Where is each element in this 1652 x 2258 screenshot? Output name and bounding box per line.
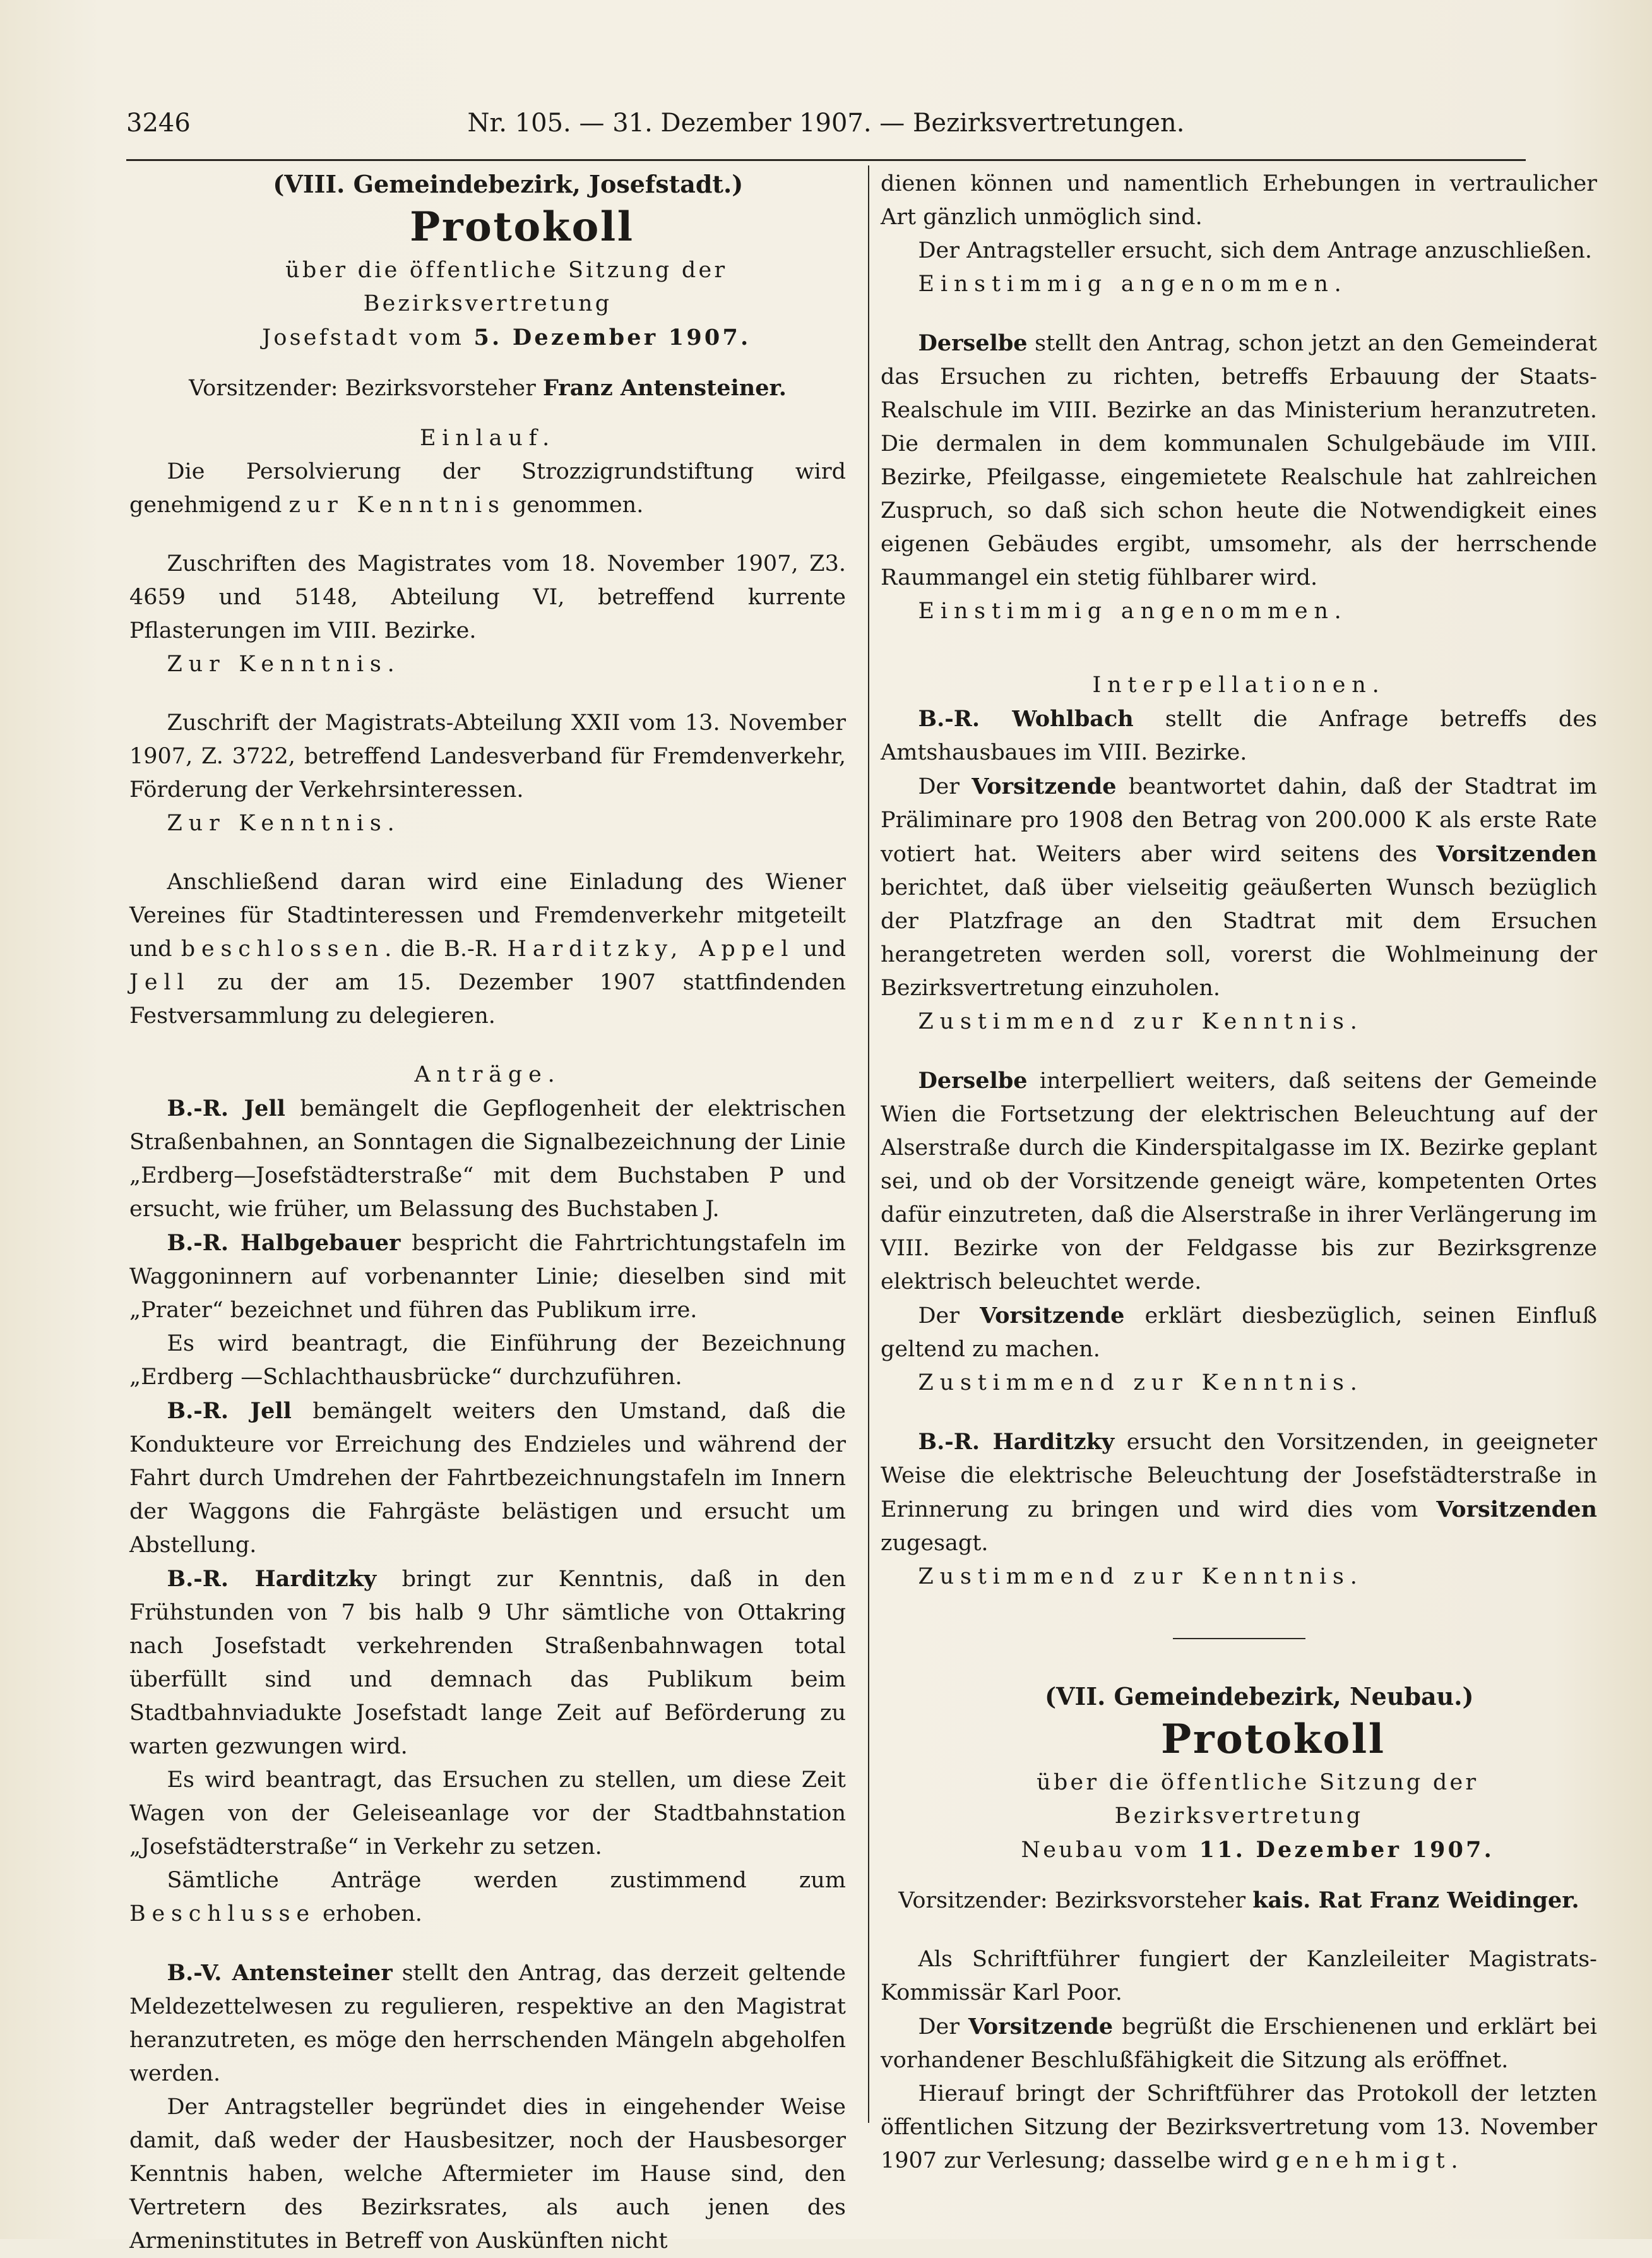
speaker-name: B.-R. Halbgebauer xyxy=(167,1230,401,1256)
district-heading: (VIII. Gemeindebezirk, Josefstadt.) xyxy=(273,170,744,198)
text: stellt den Antrag, das derzeit geltende Meldezettelwesen zu regulieren, respektive an den Magistrat heranzutreten, es möge den herrschenden Mängeln abgeholfen werden. xyxy=(129,1961,847,2086)
chair-name: kais. Rat Franz Weidinger. xyxy=(1252,1887,1579,1913)
paragraph xyxy=(129,1956,846,2091)
text: ersucht den Vorsitzenden, in geeigneter Weise die elektrische Beleuchtung der Josefstädterstraße in Erinnerung zu bringen und wird dies vom xyxy=(881,1430,1598,1522)
spaced-text: genehmigt xyxy=(1275,2148,1451,2173)
text: bemängelt die Gepflogenheit der elektrischen Straßenbahnen, an Sonntagen die Signalbezeichnung der Linie „Erdberg—Josefstädterstraße“ mit dem Buchstaben P und ersucht, wie früher, um Belassung des Buchstaben J. xyxy=(129,1096,846,1222)
paragraph: Es wird beantragt, die Einführung der Bezeichnung „Erdberg —Schlachthausbrücke“ durchzuführen. xyxy=(129,1331,846,1390)
paragraph xyxy=(881,1425,1597,1560)
spaced-text: Jell xyxy=(129,970,191,995)
spaced-text: zur Kenntnis xyxy=(288,493,506,518)
speaker-name: B.-R. Harditzky xyxy=(167,1566,377,1592)
text: berichtet, daß über vielseitig geäußerten Wunsch bezüglich der Platzfrage an den Stadtrat mit dem Ersuchen herangetreten werden soll, vorerst die Wohlmeinung der Bezirksvertretung einzuholen. xyxy=(881,875,1597,1001)
resolution: Zustimmend zur Kenntnis. xyxy=(918,1564,1364,1589)
left-column xyxy=(129,167,846,2258)
text: Anschließend daran wird eine Einladung des Wiener Vereines für Stadtinteressen und Fremdenverkehr mitgeteilt und xyxy=(129,869,846,962)
protocol-subtitle: über die öffentliche Sitzung der Bezirksvertretung xyxy=(285,258,728,316)
speaker-name: Vorsitzenden xyxy=(1436,841,1597,867)
speaker-name: B.-R. Jell xyxy=(167,1398,292,1424)
resolution: Zustimmend zur Kenntnis. xyxy=(918,1009,1364,1034)
session-date: 11. Dezember 1907. xyxy=(1199,1837,1495,1863)
text: stellt die Anfrage betreffs des Amtshausbaues im VIII. Bezirke. xyxy=(881,707,1598,765)
section-heading-einlauf: Einlauf. xyxy=(419,426,556,451)
text: Der xyxy=(918,1303,980,1329)
text: begrüßt die Erschienenen und erklärt bei vorhandener Beschlußfähigkeit die Sitzung als eröffnet. xyxy=(881,2014,1597,2073)
protocol-subtitle-date xyxy=(881,1833,1597,1867)
section-heading-antraege: Anträge. xyxy=(414,1062,561,1087)
paragraph: Als Schriftführer fungiert der Kanzleileiter Magistrats-Kommissär Karl Poor. xyxy=(881,1947,1597,2005)
page-number: 3246 xyxy=(126,109,191,138)
district-heading: (VII. Gemeindebezirk, Neubau.) xyxy=(1045,1682,1474,1711)
paragraph: Der Antragsteller begründet dies in eingehender Weise damit, daß weder der Hausbesitzer, noch der Hausbesorger Kenntnis haben, welche Aftermieter im Hause sind, den Vertretern des Bezirksrates, als auch jenen des Armeninstitutes in Betreff von Auskünften nicht xyxy=(129,2094,846,2254)
text: zu der am 15. Dezember 1907 stattfindenden Festversammlung zu delegieren. xyxy=(129,970,846,1029)
resolution: Einstimmig angenommen. xyxy=(918,599,1348,624)
column-divider xyxy=(868,165,869,2123)
text: . die B.-R. xyxy=(384,936,508,962)
paragraph xyxy=(881,770,1597,1005)
text: bemängelt weiters den Umstand, daß die Kondukteure vor Erreichung des Endzieles und während der Fahrt durch Umdrehen der Fahrtbezeichnungstafeln im Innern der Waggons die Fahrgäste belästigen und ersucht um Abstellung. xyxy=(129,1399,847,1558)
paragraph xyxy=(881,1064,1597,1299)
speaker-name: Vorsitzende xyxy=(972,774,1117,799)
speaker-name: B.-R. Harditzky xyxy=(918,1429,1115,1455)
text: stellt den Antrag, schon jetzt an den Gemeinderat das Ersuchen zu richten, betreffs Erbauung der Staats-Realschule im VIII. Bezirke an das Ministerium heranzutreten. Die dermalen in dem kommunalen Schulgebäude im VIII. Bezirke, Pfeilgasse, eingemietete Realschule hat zahlreichen Zuspruch, so daß sich schon heute die Notwendigkeit eines eigenen Gebäudes ergibt, umsomehr, als der herrschende Raummangel ein stetig fühlbarer wird. xyxy=(881,331,1597,590)
paragraph: Zuschriften des Magistrates vom 18. November 1907, Z3. 4659 und 5148, Abteilung VI, betreffend kurrente Pflasterungen im VIII. Bezirke. xyxy=(129,551,846,643)
text: Sämtliche Anträge werden zustimmend zum xyxy=(167,1868,846,1893)
text: bespricht die Fahrtrichtungstafeln im Waggoninnern auf vorbenannter Linie; dieselben sind mit „Prater“ bezeichnet und führen das Publikum irre. xyxy=(129,1231,846,1323)
paragraph xyxy=(881,2010,1597,2077)
paragraph xyxy=(881,326,1597,595)
paragraph xyxy=(129,1092,846,1226)
paragraph: Es wird beantragt, das Ersuchen zu stellen, um diese Zeit Wagen von der Geleiseanlage vor der Stadtbahnstation „Josefstädterstraße“ in Verkehr zu setzen. xyxy=(129,1767,846,1860)
paragraph xyxy=(129,1864,846,1931)
spaced-text: Harditzky, Appel xyxy=(507,936,795,962)
resolution: Zur Kenntnis. xyxy=(167,652,401,677)
text: beantwortet dahin, daß der Stadtrat im Präliminare pro 1908 den Betrag von 200.000 K als erste Rate votiert hat. Weiters aber wird seitens des xyxy=(881,774,1597,867)
subtitle-place: Neubau vom xyxy=(1021,1837,1199,1863)
text: bringt zur Kenntnis, daß in den Frühstunden von 7 bis halb 9 Uhr sämtliche von Ottakring nach Josefstadt verkehrenden Straßenbahnwagen total überfüllt sind und demnach das Publikum beim Stadtbahnviadukte Josefstadt lange Zeit auf Beförderung zu warten gezwungen wird. xyxy=(129,1567,846,1759)
text: Die Persolvierung der Strozzigrundstiftung wird genehmigend xyxy=(129,459,846,518)
chair-line xyxy=(129,371,846,405)
protocol-title: Protokoll xyxy=(1161,1716,1386,1763)
paragraph: Der Antragsteller ersucht, sich dem Antrage anzuschließen. xyxy=(918,238,1593,263)
text: genommen. xyxy=(505,493,644,518)
paragraph xyxy=(881,1299,1597,1366)
paragraph xyxy=(881,702,1597,770)
paragraph xyxy=(129,1562,846,1764)
resolution: Zustimmend zur Kenntnis. xyxy=(918,1370,1364,1395)
text: erklärt diesbezüglich, seinen Einfluß geltend zu machen. xyxy=(881,1303,1597,1362)
paragraph: Zuschrift der Magistrats-Abteilung XXII vom 13. November 1907, Z. 3722, betreffend Landesverband für Fremdenverkehr, Förderung der Verkehrsinteressen. xyxy=(129,710,846,803)
text: interpelliert weiters, daß seitens der Gemeinde Wien die Fortsetzung der elektrischen Beleuchtung auf der Alserstraße durch die Kinderspitalgasse im IX. Bezirke geplant sei, und ob der Vorsitzende geneigt wäre, kompetenten Ortes dafür einzutreten, daß die Alserstraße in ihrer Verlängerung im VIII. Bezirke von der Feldgasse bis zur Bezirksgrenze elektrisch beleuchtet werde. xyxy=(881,1068,1597,1294)
protocol-title: Protokoll xyxy=(410,203,634,251)
speaker-name: Vorsitzenden xyxy=(1436,1496,1597,1522)
protocol-subtitle-date xyxy=(129,321,846,355)
protocol-subtitle: über die öffentliche Sitzung der Bezirksvertretung xyxy=(1037,1770,1479,1829)
paragraph xyxy=(129,866,846,1033)
section-divider xyxy=(1173,1638,1305,1639)
speaker-name: Derselbe xyxy=(918,330,1028,356)
speaker-name: B.-R. Wohlbach xyxy=(918,706,1134,732)
chair-label: Vorsitzender: Bezirksvorsteher xyxy=(189,376,544,401)
paragraph xyxy=(881,2077,1597,2178)
resolution: Zur Kenntnis. xyxy=(167,811,401,836)
speaker-name: Vorsitzende xyxy=(968,2014,1114,2040)
speaker-name: Vorsitzende xyxy=(980,1303,1125,1329)
chair-label: Vorsitzender: Bezirksvorsteher xyxy=(898,1888,1253,1913)
page-header xyxy=(126,101,1526,145)
text: Der xyxy=(918,774,972,799)
chair-line xyxy=(881,1884,1597,1918)
text: Hierauf bringt der Schriftführer das Protokoll der letzten öffentlichen Sitzung der Bezirksvertretung vom 13. November 1907 zur Verlesung; dasselbe wird xyxy=(881,2081,1597,2173)
text: Der xyxy=(918,2014,968,2040)
speaker-name: B.-V. Antensteiner xyxy=(167,1960,393,1986)
paragraph xyxy=(129,455,846,522)
spaced-text: Beschlusse xyxy=(129,1901,316,1926)
text: erhoben. xyxy=(315,1901,422,1926)
header-rule xyxy=(126,159,1526,161)
text: zugesagt. xyxy=(881,1531,989,1556)
speaker-name: B.-R. Jell xyxy=(167,1096,285,1121)
speaker-name: Derselbe xyxy=(918,1068,1028,1094)
subtitle-place: Josefstadt vom xyxy=(262,325,474,350)
session-date: 5. Dezember 1907. xyxy=(473,325,751,350)
running-title: Nr. 105. — 31. Dezember 1907. — Bezirksvertretungen. xyxy=(467,109,1185,138)
right-column xyxy=(881,167,1597,2178)
paragraph xyxy=(129,1226,846,1327)
resolution: Einstimmig angenommen. xyxy=(918,272,1348,297)
text: und xyxy=(794,936,846,962)
text: . xyxy=(1451,2148,1458,2173)
chair-name: Franz Antensteiner. xyxy=(543,375,787,401)
section-heading-interpellationen: Interpellationen. xyxy=(1092,672,1386,698)
spaced-text: beschlossen xyxy=(181,936,385,962)
paragraph-continued: dienen können und namentlich Erhebungen in vertraulicher Art gänzlich unmöglich sind. xyxy=(881,171,1597,230)
paragraph xyxy=(129,1394,846,1562)
